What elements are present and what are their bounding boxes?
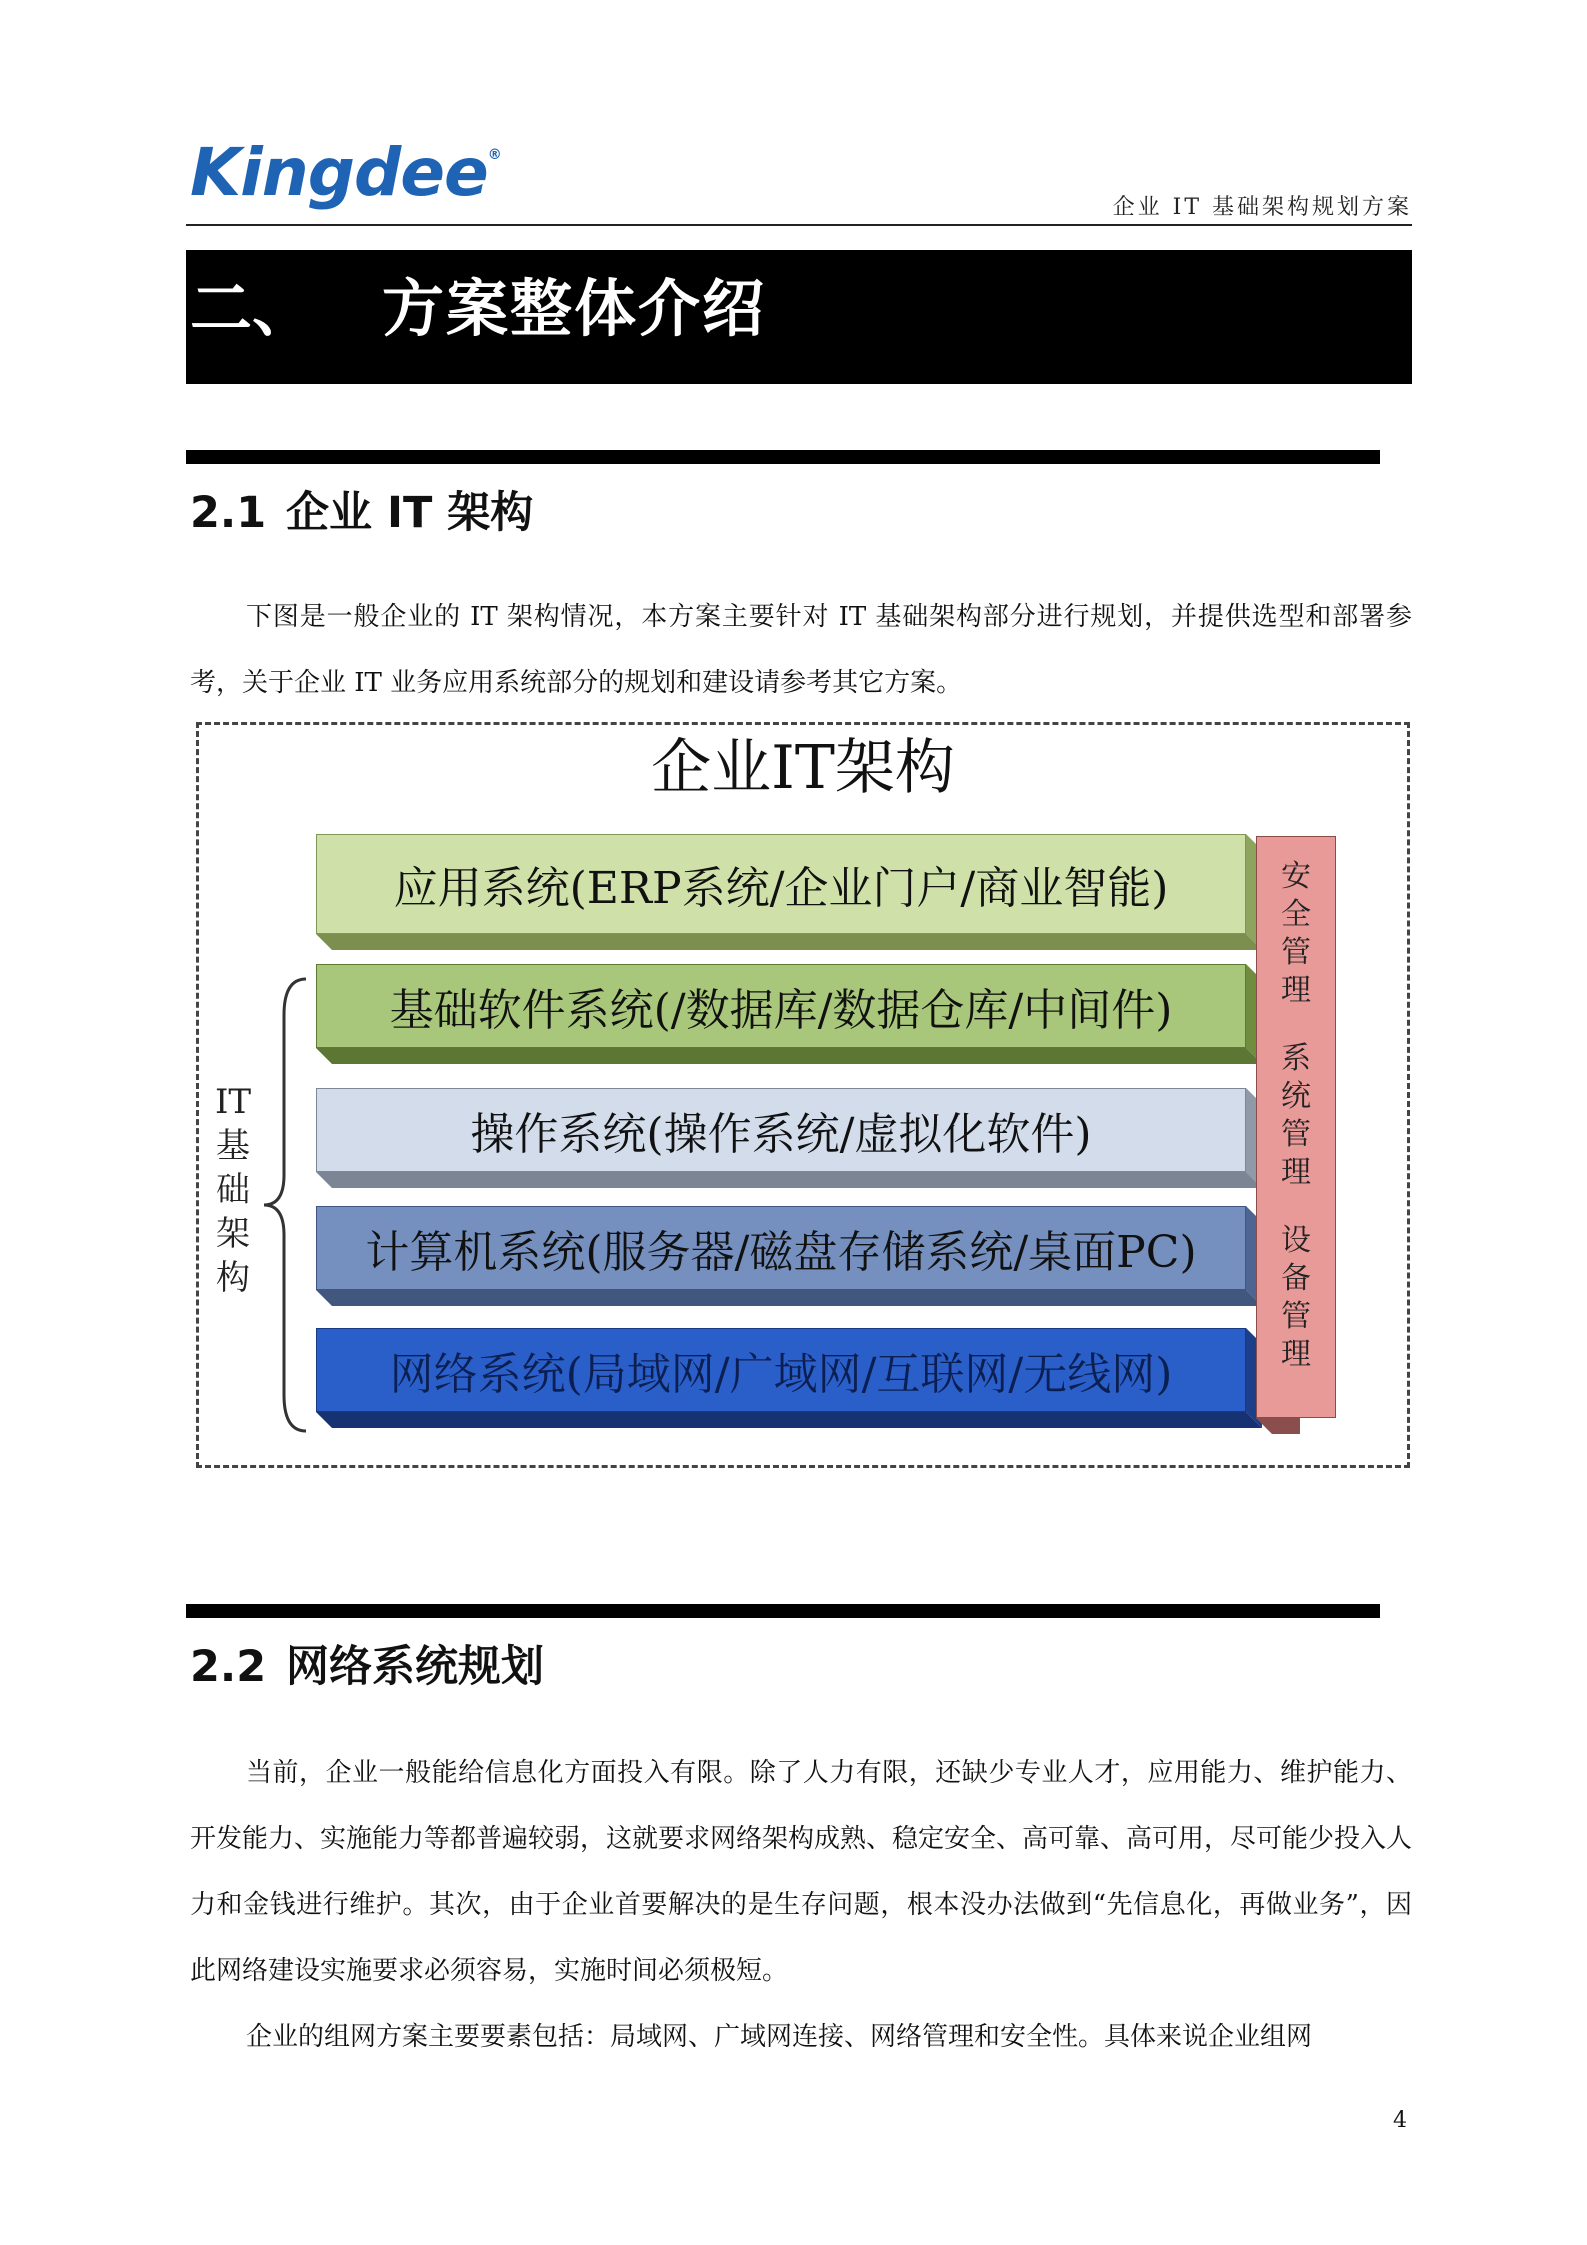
layer-application-systems: 应用系统(ERP系统/企业门户/商业智能) (316, 834, 1246, 934)
it-infrastructure-label: IT 基 础 架 构 (214, 1082, 252, 1298)
chapter-banner (186, 250, 1412, 384)
header-divider (186, 224, 1412, 226)
document-header-title: 企业 IT 基础架构规划方案 (1112, 195, 1412, 220)
section-heading: 2.2 网络系统规划 (190, 1642, 544, 1692)
section-rule (186, 450, 1380, 464)
chapter-number: 二、 (190, 272, 315, 345)
layer-base-software: 基础软件系统(/数据库/数据仓库/中间件) (316, 964, 1246, 1048)
management-column-label: 安 全 管 理 系 统 管 理 设 备 管 理 (1281, 859, 1311, 1372)
section-paragraph: 下图是一般企业的 IT 架构情况，本方案主要针对 IT 基础架构部分进行规划，并提供选型和部署参考，关于企业 IT 业务应用系统部分的规划和建设请参考其它方案。 (190, 602, 1412, 698)
layer-computer-systems: 计算机系统(服务器/磁盘存储系统/桌面PC) (316, 1206, 1246, 1290)
section-heading: 2.1 企业 IT 架构 (190, 488, 534, 538)
page-number: 4 (1393, 2108, 1407, 2133)
layer-operating-systems: 操作系统(操作系统/虚拟化软件) (316, 1088, 1246, 1172)
section-rule (186, 1604, 1380, 1618)
layer-network-systems: 网络系统(局域网/广域网/互联网/无线网) (316, 1328, 1246, 1412)
section-paragraph: 当前，企业一般能给信息化方面投入有限。除了人力有限，还缺少专业人才，应用能力、维护能力、开发能力、实施能力等都普遍较弱，这就要求网络架构成熟、稳定安全、高可靠、高可用，尽可能少投入人力和金钱进行维护。其次，由于企业首要解决的是生存问题，根本没办法做到“先信息化，再做业务”，因此网络建设实施要求必须容易，实施时间必须极短。 企业的组网方案主要要素包括：局域网、广域网连接、网络管理和安全性。具体来说企业组网 (190, 1758, 1413, 2052)
figure-title: 企业IT架构 (651, 733, 955, 803)
chapter-title: 方案整体介绍 (382, 272, 767, 345)
kingdee-logo: Kingdee® (190, 134, 501, 211)
